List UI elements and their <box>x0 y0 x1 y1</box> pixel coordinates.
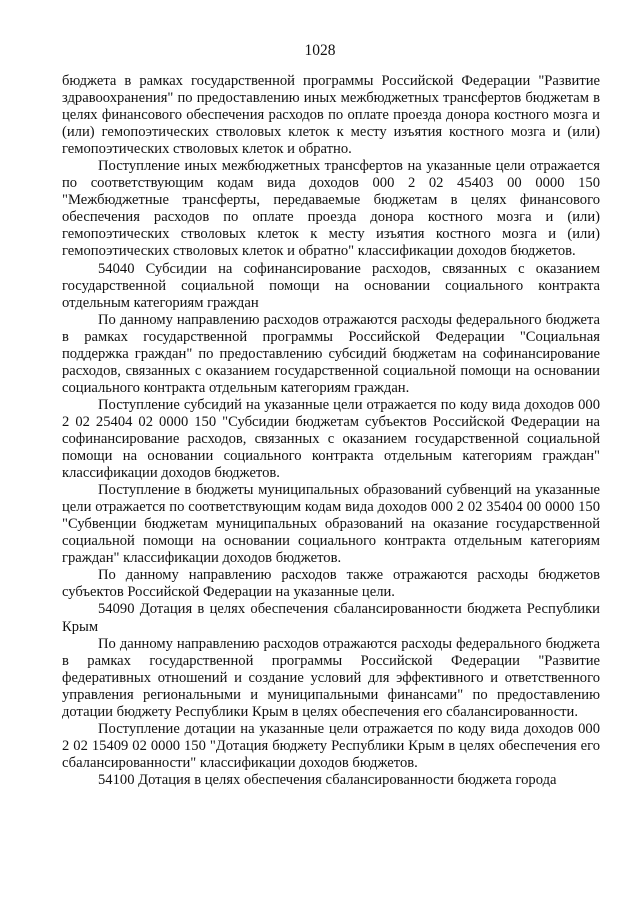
paragraph-regional-expenses: По данному направлению расходов также отражаются расходы бюджетов субъектов Российской Федерации на указанные цели. <box>62 567 600 601</box>
section-heading-54040: 54040 Субсидии на софинансирование расходов, связанных с оказанием государственной социальной помощи на основании социального контракта отдельным категориям граждан <box>62 260 600 311</box>
paragraph-continuation: бюджета в рамках государственной программы Российской Федерации "Развитие здравоохранения" по предоставлению иных межбюджетных трансфертов бюджетам в целях финансового обеспечения расходов по оплате проезда донора костного мозга и (или) гемопоэтических стволовых клеток к месту изъятия костного мозга и (или) гемопоэтических стволовых клеток и обратно. <box>62 73 600 158</box>
page-number: 1028 <box>304 42 336 59</box>
paragraph-crimea-income: Поступление дотации на указанные цели отражается по коду вида доходов 000 2 02 15409 02 0000 150 "Дотация бюджету Республики Крым в целях обеспечения его сбалансированности" классификации доходов бюджетов. <box>62 720 600 771</box>
page-body <box>62 73 600 789</box>
paragraph-transfer-income: Поступление иных межбюджетных трансфертов на указанные цели отражается по соответствующим кодам вида доходов 000 2 02 45403 00 0000 150 "Межбюджетные трансферты, передаваемые бюджетам в целях финансового обеспечения расходов по оплате проезда донора костного мозга и (или) гемопоэтических стволовых клеток к месту изъятия костного мозга и (или) гемопоэтических стволовых клеток и обратно" классификации доходов бюджетов. <box>62 158 600 260</box>
paragraph-subsidy-income: Поступление субсидий на указанные цели отражается по коду вида доходов 000 2 02 25404 02 0000 150 "Субсидии бюджетам субъектов Российской Федерации на софинансирование расходов, связанных с оказанием государственной социальной помощи на основании социального контракта отдельным категориям граждан" классификации доходов бюджетов. <box>62 396 600 482</box>
paragraph-subvention-income: Поступление в бюджеты муниципальных образований субвенций на указанные цели отражается по соответствующим кодам вида доходов 000 2 02 35404 00 0000 150 "Субвенции бюджетам муниципальных образований на оказание государственной социальной помощи на основании социального контракта отдельным категориям граждан" классификации доходов бюджетов. <box>62 482 600 567</box>
paragraph-crimea-expenses: По данному направлению расходов отражаются расходы федерального бюджета в рамках государственной программы Российской Федерации "Развитие федеративных отношений и создание условий для эффективного и ответственного управления региональными и муниципальными финансами" по предоставлению дотации бюджету Республики Крым в целях обеспечения его сбалансированности. <box>62 635 600 720</box>
paragraph-subsidy-expenses: По данному направлению расходов отражаются расходы федерального бюджета в рамках государственной программы Российской Федерации "Социальная поддержка граждан" по предоставлению субсидий бюджетам на софинансирование расходов, связанных с оказанием государственной социальной помощи на основании социального контракта отдельным категориям граждан. <box>62 311 600 396</box>
section-heading-54100: 54100 Дотация в целях обеспечения сбалансированности бюджета города <box>98 771 557 788</box>
section-heading-54090: 54090 Дотация в целях обеспечения сбалансированности бюджета Республики Крым <box>62 601 600 635</box>
